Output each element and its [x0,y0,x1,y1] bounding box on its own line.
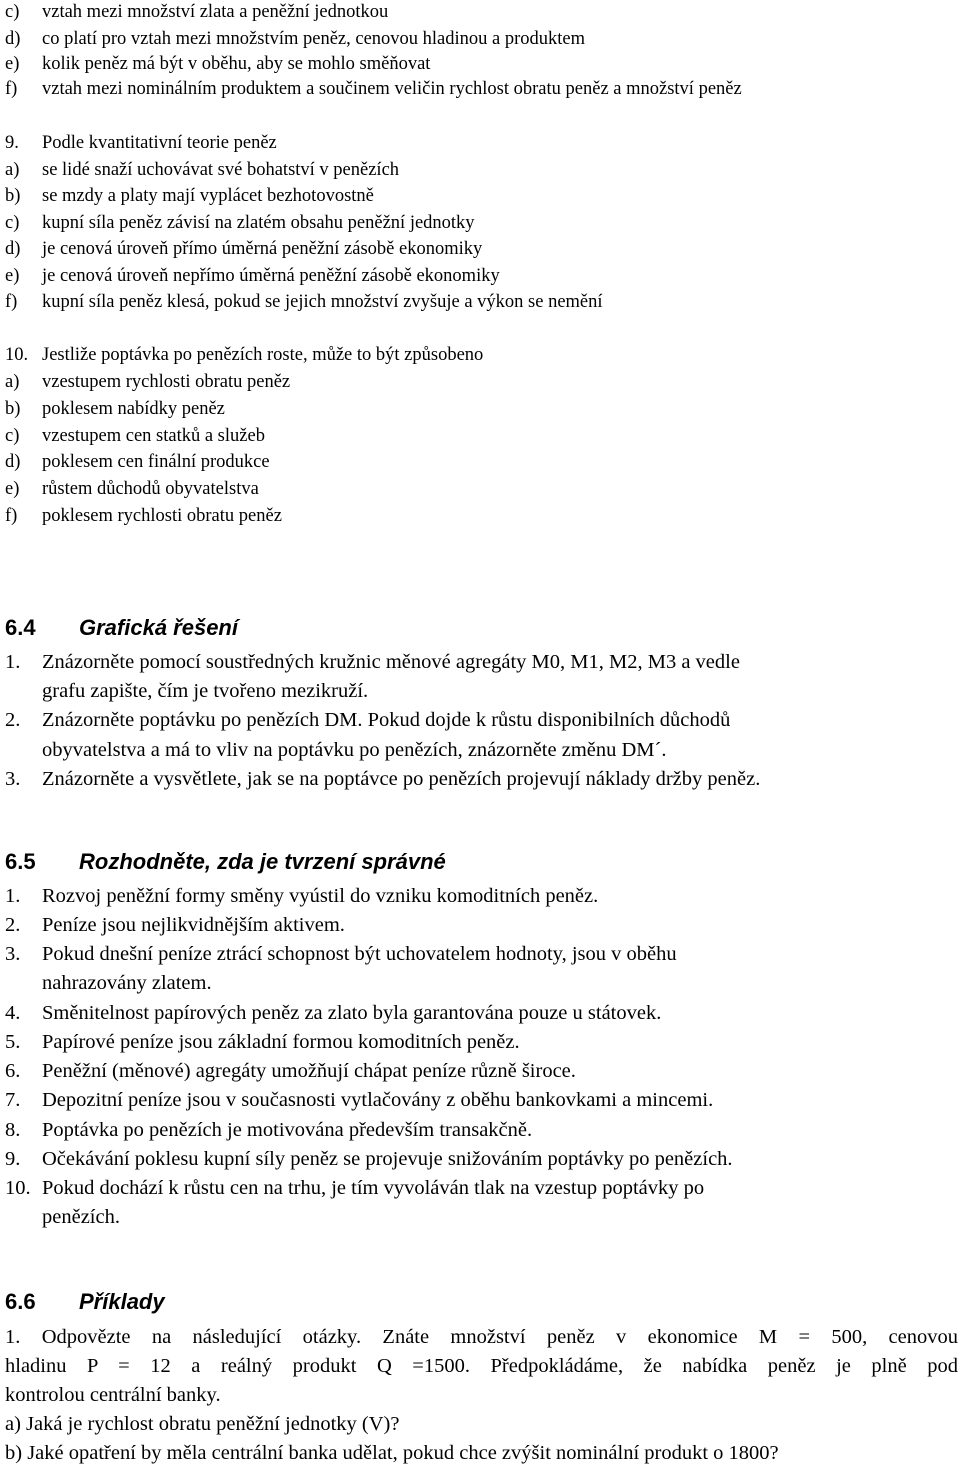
option-label: e) [5,479,20,499]
item-number: 2. [5,709,21,731]
question-text: Podle kvantitativní teorie peněz [42,133,277,153]
option-text: kupní síla peněz klesá, pokud se jejich množství zvyšuje a výkon se nemění [42,292,603,312]
statement-text: Peníze jsou nejlikvidnějším aktivem. [42,914,345,936]
section-title: Příklady [79,1289,165,1314]
item-number: 3. [5,768,21,790]
option-text: poklesem cen finální produkce [42,452,270,472]
statement-number: 10. [5,1177,31,1199]
question-text: Jestliže poptávka po penězích roste, může to být způsobeno [42,345,484,365]
q8-option-label: d) [5,29,21,49]
statement-text-continued: nahrazovány zlatem. [42,972,212,994]
section-title: Grafická řešení [79,615,238,640]
option-text: vzestupem cen statků a služeb [42,426,265,446]
statement-text: Pokud dnešní peníze ztrácí schopnost být uchovatelem hodnoty, jsou v oběhu [42,943,677,965]
option-label: d) [5,452,21,472]
statement-number: 8. [5,1119,21,1141]
q8-option-label: f) [5,79,18,99]
item-text-continued: grafu zapište, čím je tvořeno mezikruží. [42,680,369,702]
example-intro-line: kontrolou centrální banky. [5,1384,221,1406]
option-label: b) [5,399,21,419]
statement-text: Očekávání poklesu kupní síly peněz se projevuje snižováním poptávky po penězích. [42,1148,733,1170]
statement-number: 6. [5,1060,21,1082]
option-label: a) [5,160,20,180]
q8-option-label: e) [5,54,20,74]
item-text-continued [42,740,666,761]
item-text: Znázorněte pomocí soustředných kružnic měnové agregáty M0, M1, M2, M3 a vedle [42,651,740,673]
item-text [42,710,730,731]
option-text: poklesem nabídky peněz [42,399,225,419]
statement-number: 2. [5,914,21,936]
statement-number: 5. [5,1031,21,1053]
section-heading [5,1291,165,1313]
option-text: je cenová úroveň přímo úměrná peněžní zásobě ekonomiky [42,239,483,259]
q8-option-text: co platí pro vztah mezi množstvím peněz, cenovou hladinou a produktem [42,29,586,49]
statement-text: Poptávka po penězích je motivována především transakčně. [42,1119,533,1141]
statement-text: Peněžní (měnové) agregáty umožňují chápat peníze různě široce. [42,1060,576,1082]
option-text: se mzdy a platy mají vyplácet bezhotovostně [42,186,374,206]
section-number: 6.5 [5,849,36,874]
section-number: 6.4 [5,615,36,640]
statement-text: Rozvoj peněžní formy směny vyústil do vzniku komoditních peněz. [42,885,599,907]
item-text-part: . Pokud dojde k růstu disponibilních důchodů [357,709,731,731]
example-question-b: b) Jaké opatření by měla centrální banka udělat, pokud chce zvýšit nominální produkt o 1800? [5,1442,779,1464]
option-text: růstem důchodů obyvatelstva [42,479,259,499]
q8-option-text: vztah mezi nominálním produktem a součinem veličin rychlost obratu peněz a množství peněz [42,79,742,99]
example-question-a: a) Jaká je rychlost obratu peněžní jednotky (V)? [5,1413,400,1435]
option-label: c) [5,213,20,233]
option-label: d) [5,239,21,259]
q8-option-label: c) [5,2,20,22]
q8-option-text: kolik peněz má být v oběhu, aby se mohlo směňovat [42,54,431,74]
option-label: c) [5,426,20,446]
statement-text-continued: penězích. [42,1206,120,1228]
item-number: 1. [5,651,21,673]
item-text-part: Znázorněte poptávku po penězích D [42,709,340,731]
question-number: 10. [5,345,29,365]
option-text: se lidé snaží uchovávat své bohatství v penězích [42,160,400,180]
statement-number: 7. [5,1089,21,1111]
question-number: 9. [5,133,19,153]
option-label: a) [5,372,20,392]
option-label: b) [5,186,21,206]
statement-text: Pokud dochází k růstu cen na trhu, je tím vyvoláván tlak na vzestup poptávky po [42,1177,705,1199]
example-intro-line: 1. Odpovězte na následující otázky. Znáte množství peněz v ekonomice M = 500, cenovou [5,1326,958,1348]
option-label: f) [5,506,18,526]
statement-number: 4. [5,1002,21,1024]
option-text: poklesem rychlosti obratu peněz [42,506,282,526]
money-demand-symbol: M [339,709,358,731]
statement-number: 9. [5,1148,21,1170]
section-number: 6.6 [5,1289,36,1314]
statement-text: Depozitní peníze jsou v současnosti vytlačovány z oběhu bankovkami a mincemi. [42,1089,714,1111]
statement-text: Papírové peníze jsou základní formou komoditních peněz. [42,1031,520,1053]
statement-number: 1. [5,885,21,907]
section-heading [5,617,238,639]
option-text: je cenová úroveň nepřímo úměrná peněžní zásobě ekonomiky [42,266,500,286]
item-text-part: . [661,739,667,761]
money-demand-shift-symbol: M´ [636,739,662,761]
q8-option-text: vztah mezi množství zlata a peněžní jednotkou [42,2,389,22]
section-heading [5,851,446,873]
option-label: e) [5,266,20,286]
option-label: f) [5,292,18,312]
item-text: Znázorněte a vysvětlete, jak se na poptávce po penězích projevují náklady držby peněz. [42,768,761,790]
statement-text: Směnitelnost papírových peněz za zlato byla garantována pouze u státovek. [42,1002,662,1024]
section-title: Rozhodněte, zda je tvrzení správné [79,849,446,874]
statement-number: 3. [5,943,21,965]
option-text: kupní síla peněz závisí na zlatém obsahu peněžní jednotky [42,213,475,233]
option-text: vzestupem rychlosti obratu peněz [42,372,291,392]
example-intro-line: hladinu P = 12 a reálný produkt Q =1500. Předpokládáme, že nabídka peněz je plně pod [5,1355,958,1377]
item-text-part: obyvatelstva a má to vliv na poptávku po penězích, znázorněte změnu D [42,739,637,761]
